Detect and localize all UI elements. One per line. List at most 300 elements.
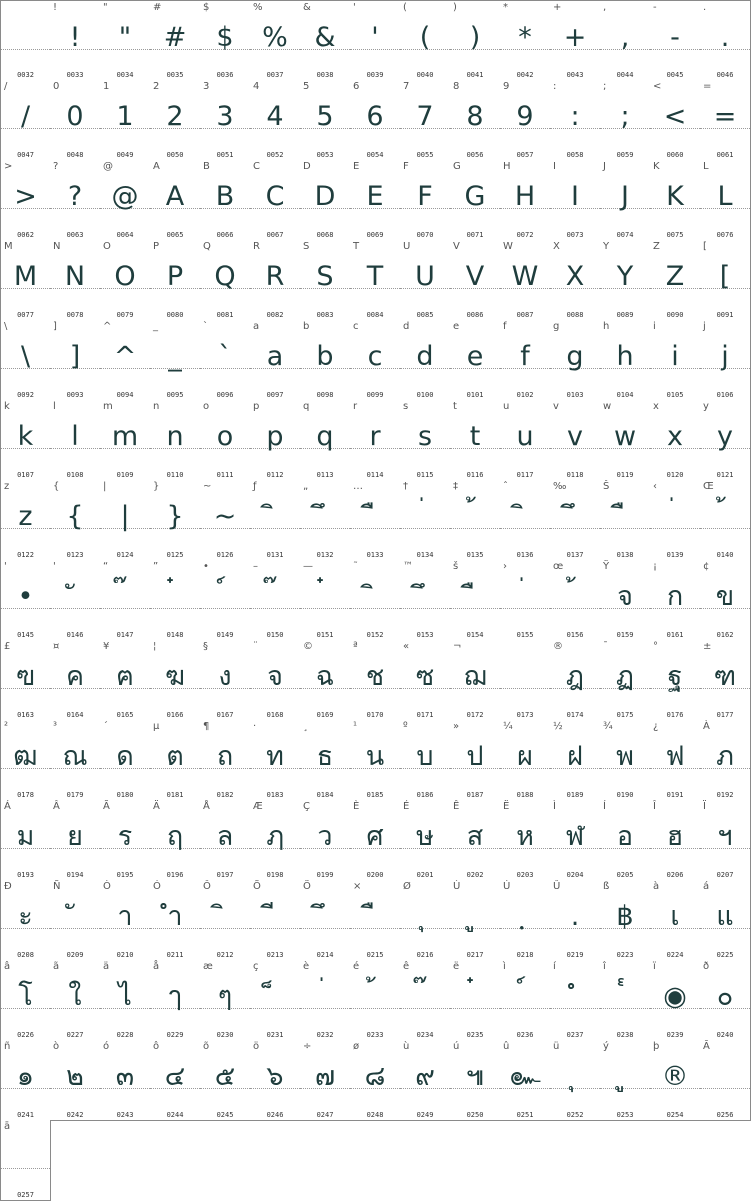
cell-glyph: ต (166, 741, 184, 772)
cell-source-char: Q (203, 241, 211, 252)
cell-glyph: C (265, 181, 285, 212)
cell-glyph: . (720, 22, 730, 53)
cell-code: 0086 (466, 311, 484, 319)
cell-code: 0121 (716, 471, 734, 479)
glyph-cell (500, 960, 551, 1041)
cell-code: 0136 (516, 551, 534, 559)
cell-code: 0059 (616, 151, 634, 159)
cell-source-char: p (253, 401, 260, 412)
cell-code: 0115 (416, 471, 434, 479)
glyph-cell (300, 240, 351, 321)
glyph-cell (500, 480, 551, 561)
cell-glyph: O (114, 261, 136, 292)
cell-glyph: - (670, 22, 680, 53)
cell-glyph: ฟ (665, 741, 685, 772)
cell-source-char: Ç (303, 801, 310, 812)
cell-source-char: R (253, 241, 260, 252)
cell-glyph: n (166, 421, 184, 452)
glyph-cell (600, 400, 651, 481)
glyph-cell (250, 320, 301, 401)
cell-glyph (1, 1132, 50, 1182)
cell-glyph (550, 572, 600, 622)
cell-code: 0149 (216, 631, 234, 639)
cell-code: 0063 (66, 231, 84, 239)
glyph-cell (250, 80, 301, 161)
glyph-cell (600, 480, 651, 561)
cell-source-char: ; (603, 81, 607, 92)
glyph-cell (300, 720, 351, 801)
glyph-cell (600, 560, 651, 641)
cell-source-char: ÷ (303, 1041, 312, 1052)
cell-glyph (450, 492, 500, 542)
glyph-cell (200, 320, 251, 401)
glyph-cell (200, 240, 251, 321)
glyph-cell (400, 480, 451, 561)
glyph-cell (700, 160, 751, 241)
cell-source-char: y (703, 401, 709, 412)
cell-code: 0240 (716, 1031, 734, 1039)
cell-glyph: a (266, 341, 284, 372)
glyph-cell (450, 400, 501, 481)
cell-glyph (350, 572, 400, 622)
cell-glyph: ป (466, 741, 484, 772)
glyph-cell (550, 720, 601, 801)
cell-code: 0228 (116, 1031, 134, 1039)
cell-source-char: ? (53, 161, 59, 172)
cell-glyph: ^ (113, 341, 137, 372)
cell-source-char: ¨ (253, 641, 258, 652)
cell-source-char: 2 (153, 81, 160, 92)
cell-code: 0076 (716, 231, 734, 239)
glyph-cell (650, 720, 701, 801)
glyph-cell (700, 240, 751, 321)
glyph-cell (150, 880, 201, 961)
cell-source-char: ³ (53, 721, 58, 732)
cell-code: 0037 (266, 71, 284, 79)
cell-source-char: å (153, 961, 160, 972)
cell-code: 0075 (666, 231, 684, 239)
cell-glyph: c (367, 341, 383, 372)
cell-code: 0041 (466, 71, 484, 79)
cell-glyph (400, 972, 450, 1022)
cell-source-char: š (453, 561, 459, 572)
cell-glyph: ห (516, 821, 534, 852)
glyph-cell (650, 960, 701, 1041)
cell-source-char: ò (53, 1041, 60, 1052)
cell-glyph: ฬ (565, 821, 585, 852)
cell-source-char: h (603, 321, 610, 332)
cell-source-char: ¾ (603, 721, 613, 732)
cell-glyph (200, 572, 250, 622)
glyph-cell (200, 720, 251, 801)
cell-source-char: ø (353, 1041, 360, 1052)
glyph-cell (550, 240, 601, 321)
cell-glyph: ฤ (166, 821, 184, 852)
cell-source-char: Æ (253, 801, 263, 812)
cell-source-char: _ (153, 321, 158, 332)
cell-source-char: # (153, 2, 162, 13)
glyph-cell (100, 320, 151, 401)
cell-code: 0250 (466, 1111, 484, 1119)
cell-code: 0113 (316, 471, 334, 479)
cell-code: 0102 (516, 391, 534, 399)
cell-glyph: z (18, 501, 33, 532)
cell-source-char: ë (453, 961, 460, 972)
glyph-cell (550, 880, 601, 961)
cell-source-char: ^ (103, 321, 112, 332)
cell-source-char: Ø (403, 881, 411, 892)
cell-glyph: เ (670, 901, 680, 932)
cell-code: 0202 (466, 871, 484, 879)
cell-source-char: - (653, 2, 657, 13)
cell-glyph: % (262, 22, 288, 53)
cell-code: 0219 (566, 951, 584, 959)
glyph-cell (600, 800, 651, 881)
cell-glyph: p (266, 421, 284, 452)
cell-code: 0257 (17, 1191, 34, 1199)
cell-source-char: [ (703, 241, 707, 252)
cell-glyph: ~ (213, 501, 237, 532)
cell-source-char: m (103, 401, 113, 412)
glyph-cell (0, 880, 51, 961)
glyph-cell (100, 480, 151, 561)
cell-source-char: + (553, 2, 562, 13)
cell-code: 0164 (66, 711, 84, 719)
cell-code: 0148 (166, 631, 184, 639)
cell-glyph (350, 972, 400, 1022)
glyph-cell (400, 800, 451, 881)
cell-code: 0108 (66, 471, 84, 479)
glyph-cell (250, 400, 301, 481)
cell-source-char: Ê (453, 801, 460, 812)
glyph-cell (400, 880, 451, 961)
cell-glyph: S (316, 261, 334, 292)
glyph-cell (350, 800, 401, 881)
cell-glyph: f (520, 341, 530, 372)
cell-glyph (400, 892, 450, 942)
cell-source-char: ( (403, 2, 407, 13)
glyph-cell (50, 560, 101, 641)
cell-glyph: Q (214, 261, 236, 292)
glyph-cell (150, 160, 201, 241)
cell-source-char: q (303, 401, 310, 412)
cell-source-char: M (4, 241, 13, 252)
cell-source-char: ƒ (253, 481, 257, 492)
cell-glyph (650, 492, 700, 542)
glyph-cell (150, 80, 201, 161)
cell-glyph: v (567, 421, 583, 452)
cell-code: 0046 (716, 71, 734, 79)
cell-source-char: l (53, 401, 56, 412)
cell-code: 0099 (366, 391, 384, 399)
glyph-cell (0, 480, 51, 561)
cell-glyph (400, 572, 450, 622)
cell-code: 0175 (616, 711, 634, 719)
cell-code: 0193 (17, 871, 34, 879)
cell-source-char: Û (553, 881, 561, 892)
glyph-cell (650, 160, 701, 241)
cell-code: 0224 (666, 951, 684, 959)
cell-source-char: 0 (53, 81, 60, 92)
cell-source-char: ® (553, 641, 563, 652)
glyph-cell (550, 320, 601, 401)
glyph-cell (350, 640, 401, 721)
glyph-cell (100, 1040, 151, 1121)
cell-glyph: ฮ (666, 821, 684, 852)
cell-source-char: ‹ (653, 481, 657, 492)
cell-code: 0065 (166, 231, 184, 239)
cell-glyph: K (666, 181, 684, 212)
cell-glyph: ๅ (168, 981, 182, 1012)
cell-source-char: f (503, 321, 507, 332)
glyph-cell (200, 1040, 251, 1121)
cell-source-char: â (4, 961, 11, 972)
cell-glyph: ๛ (509, 1061, 541, 1092)
cell-source-char: ª (353, 641, 358, 652)
cell-code: 0044 (616, 71, 634, 79)
cell-glyph: H (514, 181, 536, 212)
glyph-cell (400, 640, 451, 721)
cell-code: 0051 (216, 151, 234, 159)
cell-source-char: U (403, 241, 411, 252)
cell-glyph: @ (111, 181, 139, 212)
cell-source-char: 7 (403, 81, 410, 92)
cell-code: 0172 (466, 711, 484, 719)
cell-code: 0201 (416, 871, 434, 879)
cell-source-char: Â (53, 801, 60, 812)
cell-source-char: Ñ (53, 881, 61, 892)
cell-glyph: 1 (116, 101, 134, 132)
cell-glyph: ฎ (565, 661, 585, 692)
cell-glyph: * (518, 22, 532, 53)
cell-code: 0132 (316, 551, 334, 559)
cell-code: 0239 (666, 1031, 684, 1039)
cell-code: 0064 (116, 231, 134, 239)
glyph-cell (300, 320, 351, 401)
cell-source-char: ™ (403, 561, 413, 572)
cell-glyph: } (166, 501, 184, 532)
cell-code: 0134 (416, 551, 434, 559)
glyph-cell (300, 960, 351, 1041)
cell-code: 0105 (666, 391, 684, 399)
cell-source-char: ã (53, 961, 60, 972)
cell-code: 0192 (716, 791, 734, 799)
cell-source-char: ¿ (653, 721, 659, 732)
cell-code: 0068 (316, 231, 334, 239)
cell-code: 0112 (266, 471, 284, 479)
glyph-cell (450, 320, 501, 401)
cell-source-char: © (303, 641, 313, 652)
glyph-cell (500, 400, 551, 481)
cell-glyph: ( (419, 22, 431, 53)
cell-glyph: ฉ (315, 661, 335, 692)
cell-source-char: ˜ (353, 561, 358, 572)
cell-source-char: Õ (253, 881, 261, 892)
cell-source-char: Ä (153, 801, 160, 812)
cell-source-char: › (503, 561, 507, 572)
cell-code: 0225 (716, 951, 734, 959)
cell-source-char: Ì (553, 801, 556, 812)
cell-glyph: : (570, 101, 580, 132)
cell-code: 0126 (216, 551, 234, 559)
cell-source-char: Ā (703, 1041, 710, 1052)
cell-glyph: ธ (316, 741, 334, 772)
cell-code: 0045 (666, 71, 684, 79)
glyph-cell (700, 80, 751, 161)
cell-glyph: ๕ (214, 1061, 236, 1092)
cell-glyph: ' (371, 22, 379, 53)
cell-code: 0078 (66, 311, 84, 319)
glyph-cell (450, 800, 501, 881)
cell-code: 0110 (166, 471, 184, 479)
glyph-cell (600, 1040, 651, 1121)
cell-glyph: e (466, 341, 484, 372)
cell-glyph: A (165, 181, 185, 212)
cell-code: 0194 (66, 871, 84, 879)
glyph-cell (650, 400, 701, 481)
glyph-cell (400, 80, 451, 161)
cell-source-char: ü (553, 1041, 560, 1052)
cell-glyph: g (566, 341, 584, 372)
cell-code: 0038 (316, 71, 334, 79)
cell-glyph: V (465, 261, 485, 292)
glyph-cell (100, 400, 151, 481)
cell-code: 0204 (566, 871, 584, 879)
cell-source-char: æ (203, 961, 213, 972)
cell-glyph (300, 492, 350, 542)
cell-code: 0089 (616, 311, 634, 319)
cell-code: 0118 (566, 471, 584, 479)
cell-source-char: ‡ (453, 481, 458, 492)
cell-code: 0151 (316, 631, 334, 639)
cell-source-char: ú (453, 1041, 460, 1052)
glyph-cell (300, 0, 351, 81)
cell-glyph: ษ (416, 821, 434, 852)
cell-glyph (200, 892, 250, 942)
cell-code: 0238 (616, 1031, 634, 1039)
cell-code: 0248 (366, 1111, 384, 1119)
cell-source-char: É (403, 801, 410, 812)
cell-source-char: « (403, 641, 410, 652)
cell-glyph: ล (216, 821, 234, 852)
glyph-cell (650, 880, 701, 961)
cell-source-char: À (703, 721, 710, 732)
cell-glyph: N (64, 261, 86, 292)
cell-code: 0036 (216, 71, 234, 79)
cell-glyph: y (717, 421, 733, 452)
cell-code: 0213 (266, 951, 284, 959)
cell-glyph: ช (365, 661, 385, 692)
cell-glyph: ๖ (266, 1061, 284, 1092)
cell-code: 0184 (316, 791, 334, 799)
cell-source-char: ´ (103, 721, 108, 732)
cell-source-char: 9 (503, 81, 510, 92)
cell-glyph: ; (620, 101, 630, 132)
cell-source-char: ö (253, 1041, 260, 1052)
cell-code: 0035 (166, 71, 184, 79)
glyph-cell (50, 800, 101, 881)
cell-code: 0190 (616, 791, 634, 799)
cell-source-char: Î (653, 801, 656, 812)
cell-source-char: < (653, 81, 662, 92)
glyph-cell (350, 1040, 401, 1121)
cell-code: 0039 (366, 71, 384, 79)
glyph-cell (600, 320, 651, 401)
cell-code: 0056 (466, 151, 484, 159)
cell-code: 0245 (216, 1111, 234, 1119)
glyph-cell (350, 160, 401, 241)
glyph-cell (200, 480, 251, 561)
glyph-cell (550, 800, 601, 881)
cell-glyph: ๚ (465, 1061, 485, 1092)
glyph-cell (200, 960, 251, 1041)
cell-code: 0093 (66, 391, 84, 399)
cell-glyph (600, 1052, 650, 1102)
cell-source-char: 4 (253, 81, 260, 92)
glyph-cell (0, 800, 51, 881)
cell-code: 0188 (516, 791, 534, 799)
glyph-cell (50, 720, 101, 801)
cell-source-char: n (153, 401, 160, 412)
cell-code: 0092 (17, 391, 34, 399)
cell-code: 0247 (316, 1111, 334, 1119)
cell-source-char: è (303, 961, 310, 972)
glyph-cell (400, 320, 451, 401)
cell-code: 0207 (716, 871, 734, 879)
cell-code: 0187 (466, 791, 484, 799)
cell-code: 0095 (166, 391, 184, 399)
glyph-cell (450, 80, 501, 161)
glyph-cell (700, 480, 751, 561)
cell-code: 0131 (266, 551, 284, 559)
cell-source-char: Z (653, 241, 660, 252)
cell-source-char: I (553, 161, 556, 172)
cell-code: 0087 (516, 311, 534, 319)
cell-glyph: ฅ (115, 661, 135, 692)
cell-code: 0125 (166, 551, 184, 559)
cell-glyph (500, 972, 550, 1022)
cell-code: 0058 (566, 151, 584, 159)
cell-glyph: ๘ (364, 1061, 386, 1092)
cell-code: 0096 (216, 391, 234, 399)
cell-code: 0052 (266, 151, 284, 159)
cell-code: 0066 (216, 231, 234, 239)
glyph-cell (500, 0, 551, 81)
glyph-cell (350, 480, 401, 561)
cell-source-char: Ÿ (603, 561, 610, 572)
glyph-cell (150, 320, 201, 401)
glyph-cell (150, 960, 201, 1041)
cell-source-char: í (553, 961, 556, 972)
cell-code: 0032 (17, 71, 34, 79)
glyph-cell (500, 240, 551, 321)
cell-code: 0234 (416, 1031, 434, 1039)
cell-code: 0244 (166, 1111, 184, 1119)
cell-code: 0104 (616, 391, 634, 399)
cell-source-char: % (253, 2, 263, 13)
cell-code: 0200 (366, 871, 384, 879)
glyph-cell (400, 960, 451, 1041)
cell-glyph (150, 572, 200, 622)
cell-source-char: ä (103, 961, 110, 972)
glyph-cell (50, 80, 101, 161)
glyph-cell (100, 560, 151, 641)
cell-glyph: \ (20, 341, 31, 372)
cell-glyph (50, 572, 100, 622)
cell-glyph (700, 1052, 750, 1102)
glyph-cell (550, 960, 601, 1041)
cell-source-char: J (603, 161, 606, 172)
